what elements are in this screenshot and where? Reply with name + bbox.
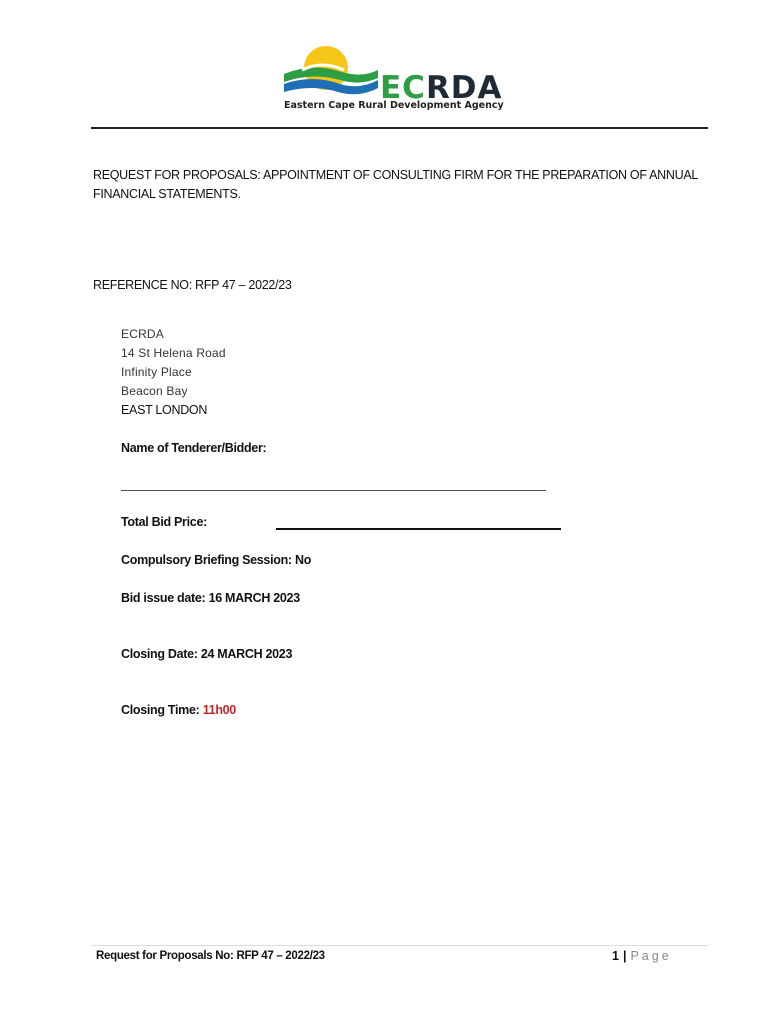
page-label: Page: [630, 949, 672, 963]
footer-reference: Request for Proposals No: RFP 47 – 2022/23: [96, 950, 325, 962]
bid-price-label: Total Bid Price:: [121, 515, 207, 529]
ecrda-logo: [282, 40, 522, 116]
closing-time-value: 11h00: [202, 703, 236, 717]
address-line: ECRDA: [121, 327, 165, 341]
closing-time-label: Closing Time:: [121, 703, 203, 717]
briefing-session: Compulsory Briefing Session: No: [121, 553, 312, 567]
tenderer-name-field[interactable]: [121, 490, 546, 491]
address-city: EAST LONDON: [121, 403, 208, 417]
closing-time: [121, 703, 236, 717]
address-line: Beacon Bay: [121, 384, 188, 398]
closing-date: Closing Date: 24 MARCH 2023: [121, 647, 293, 661]
address-line: 14 St Helena Road: [121, 346, 226, 360]
header-divider: [91, 127, 708, 129]
logo-subtitle: Eastern Cape Rural Development Agency: [284, 100, 504, 111]
bid-price-field[interactable]: [276, 528, 561, 530]
address-line: Infinity Place: [121, 365, 192, 379]
tenderer-name-label: Name of Tenderer/Bidder:: [121, 441, 267, 455]
page-number: 1: [612, 949, 619, 963]
document-title: REQUEST FOR PROPOSALS: APPOINTMENT OF CONSULTING FIRM FOR THE PREPARATION OF ANNUAL FINANCIAL STATEMENTS.: [93, 168, 698, 201]
reference-number: REFERENCE NO: RFP 47 – 2022/23: [93, 278, 292, 292]
ecrda-emblem-icon: [282, 40, 382, 100]
logo-wordmark: ECRDA: [380, 70, 503, 106]
bid-issue-date: Bid issue date: 16 MARCH 2023: [121, 591, 300, 605]
page-separator: |: [622, 949, 627, 963]
page-indicator: [612, 949, 672, 963]
footer-divider: [91, 945, 708, 946]
